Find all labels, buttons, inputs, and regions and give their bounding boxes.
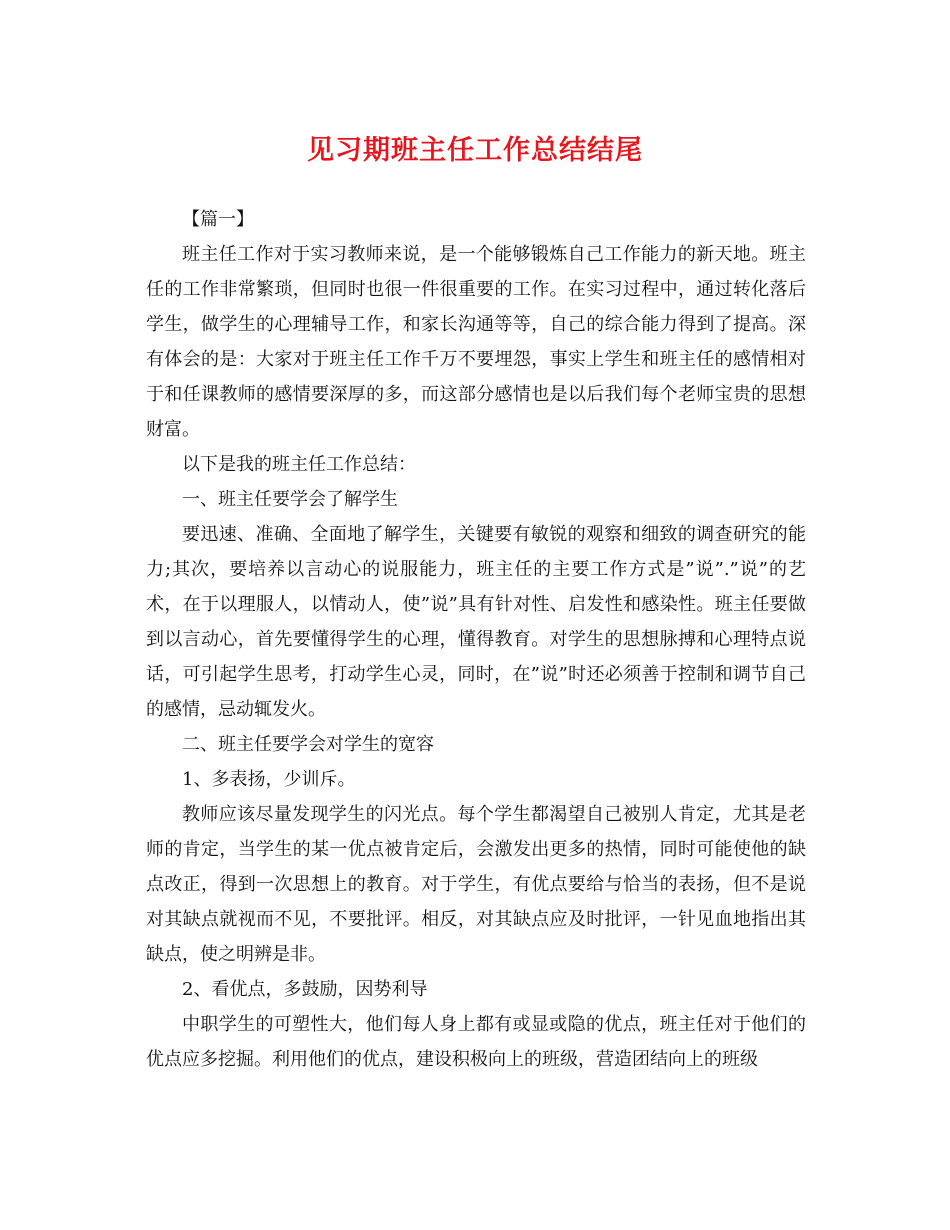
heading-tolerance: 二、班主任要学会对学生的宽容 bbox=[182, 734, 434, 755]
paragraph-understand-students: 要迅速、准确、全面地了解学生，关键要有敏锐的观察和细致的调查研究的能力;其次，要培养以言动心的说服能力，班主任的主要工作方式是”说”.”说”的艺术，在于以理服人，以情动人，使”说”具有针对性、启发性和感染性。班主任要做到以言动心，首先要懂得学生的心理，懂得教育。对学生的思想脉搏和心理特点说话，可引起学生思考，打动学生心灵，同时，在”说”时还必须善于控制和调节自己的感情，忌动辄发火。 bbox=[146, 524, 806, 720]
paragraph-praise: 教师应该尽量发现学生的闪光点。每个学生都渴望自己被别人肯定，尤其是老师的肯定，当学生的某一优点被肯定后，会激发出更多的热情，同时可能使他的缺点改正，得到一次思想上的教育。对于学生，有优点要给与恰当的表扬，但不是说对其缺点就视而不见，不要批评。相反，对其缺点应及时批评，一针见血地指出其缺点，使之明辨是非。 bbox=[146, 804, 806, 965]
document-title: 见习期班主任工作总结结尾 bbox=[307, 135, 643, 166]
paragraph-summary-lead: 以下是我的班主任工作总结： bbox=[182, 454, 416, 475]
subheading-praise: 1、多表扬，少训斥。 bbox=[182, 769, 356, 790]
paragraph-intro: 班主任工作对于实习教师来说，是一个能够锻炼自己工作能力的新天地。班主任的工作非常繁琐，但同时也很一件很重要的工作。在实习过程中，通过转化落后学生，做学生的心理辅导工作，和家长沟通等等，自己的综合能力得到了提高。深有体会的是：大家对于班主任工作千万不要埋怨，事实上学生和班主任的感情相对于和任课教师的感情要深厚的多，而这部分感情也是以后我们每个老师宝贵的思想财富。 bbox=[146, 244, 806, 440]
subheading-encourage: 2、看优点，多鼓励，因势利导 bbox=[182, 979, 428, 1000]
section-label: 【篇一】 bbox=[182, 209, 254, 230]
heading-understand-students: 一、班主任要学会了解学生 bbox=[182, 489, 398, 510]
document-body bbox=[146, 202, 806, 1077]
paragraph-encourage: 中职学生的可塑性大，他们每人身上都有或显或隐的优点，班主任对于他们的优点应多挖掘。利用他们的优点，建设积极向上的班级，营造团结向上的班级 bbox=[146, 1014, 806, 1070]
